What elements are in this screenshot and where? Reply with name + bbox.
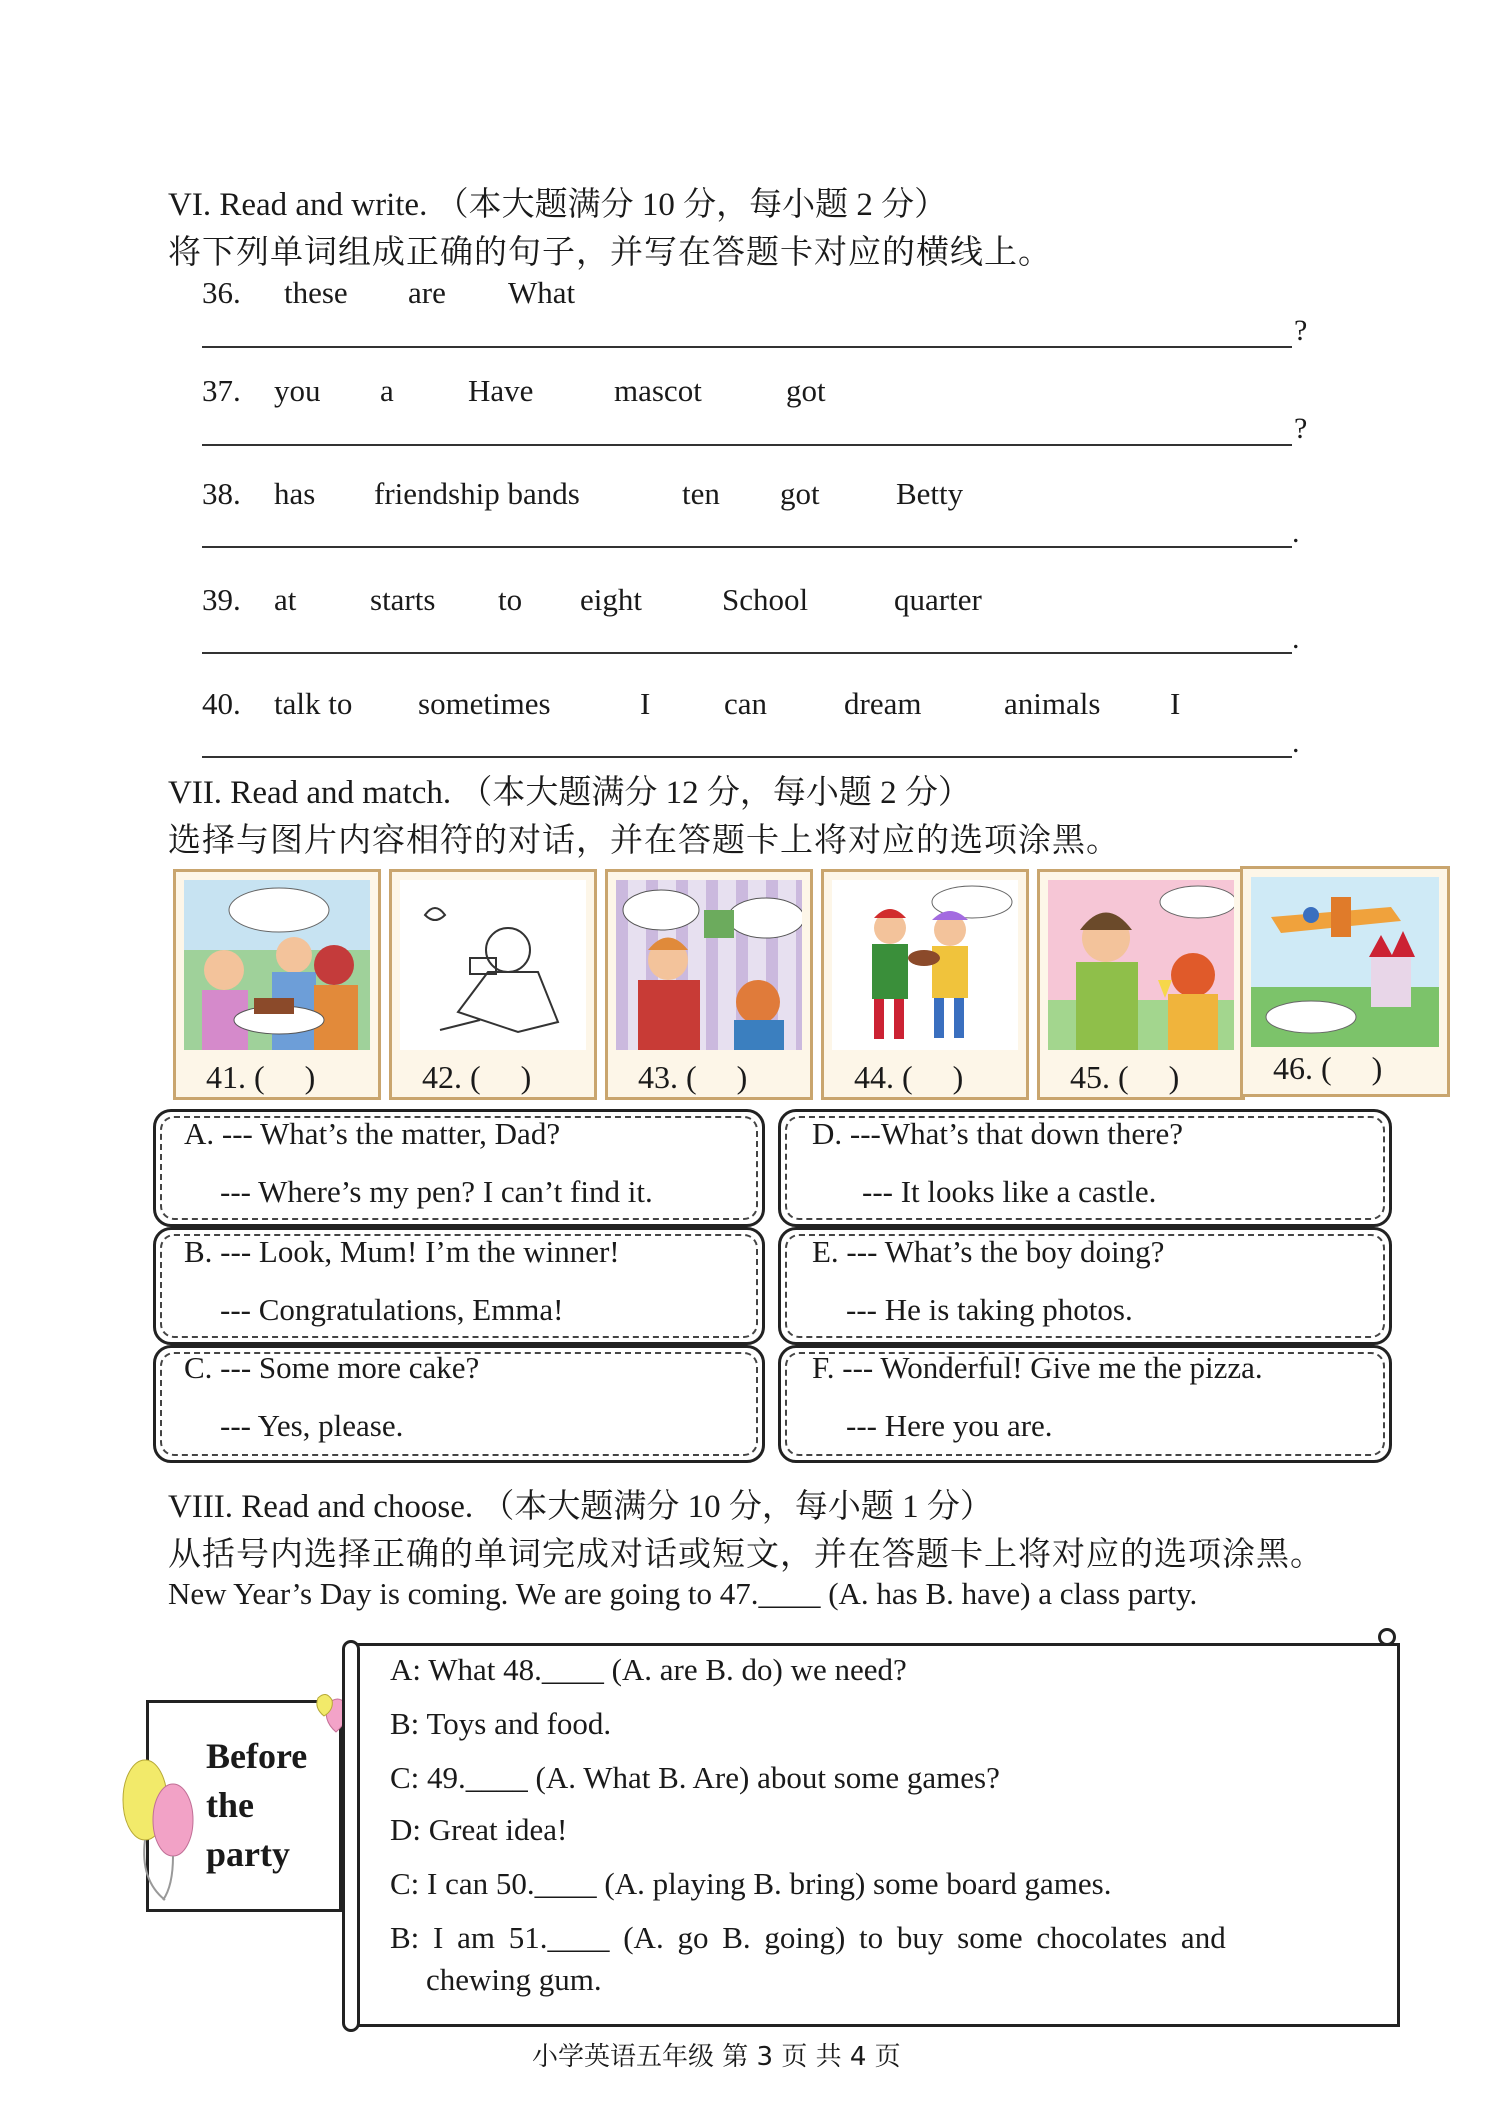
word: Have <box>468 373 534 408</box>
dad-and-girl-illustration <box>616 880 802 1050</box>
word: animals <box>1004 686 1101 721</box>
end-punctuation: ? <box>1294 314 1308 347</box>
picture-46 <box>1240 866 1450 1097</box>
end-punctuation: . <box>1292 726 1300 759</box>
dialogue-line-1: A: What 48.____ (A. are B. do) we need? <box>390 1652 907 1687</box>
page-footer: 小学英语五年级 第 3 页 共 4 页 <box>532 2042 901 2072</box>
option-d-line-2: --- It looks like a castle. <box>862 1174 1157 1209</box>
word: I <box>640 686 651 721</box>
word: mascot <box>614 373 702 408</box>
option-f-line-2: --- Here you are. <box>846 1408 1053 1443</box>
dialogue-line-4: D: Great idea! <box>390 1812 568 1847</box>
kids-with-pizza-illustration <box>832 880 1018 1050</box>
boy-taking-photo-illustration <box>400 880 586 1050</box>
end-punctuation: . <box>1292 622 1300 655</box>
section-6-heading: VI. Read and write. （本大题满分 10 分，每小题 2 分） <box>168 187 948 223</box>
dialogue-line-6: B: I am 51.____ (A. go B. going) to buy some chocolates and <box>390 1920 1226 1955</box>
answer-line[interactable] <box>202 652 1292 654</box>
dialogue-line-2: B: Toys and food. <box>390 1706 612 1741</box>
word: you <box>274 373 321 408</box>
section-8-instruction: 从括号内选择正确的单词完成对话或短文，并在答题卡上将对应的选项涂黑。 <box>168 1537 1324 1573</box>
picture-42 <box>389 869 597 1100</box>
word: a <box>380 373 394 408</box>
word: School <box>722 582 809 617</box>
question-number: 39. <box>202 582 241 617</box>
option-e-line-1: E. --- What’s the boy doing? <box>812 1234 1165 1269</box>
word: What <box>508 275 576 310</box>
word: at <box>274 582 297 617</box>
option-f-line-1: F. --- Wonderful! Give me the pizza. <box>812 1350 1263 1385</box>
end-punctuation: . <box>1292 516 1300 549</box>
section-7-heading: VII. Read and match. （本大题满分 12 分，每小题 2 分） <box>168 775 971 811</box>
scroll-knob <box>1378 1628 1396 1646</box>
question-number: 38. <box>202 476 241 511</box>
word: these <box>284 275 348 310</box>
sign-line-3: party <box>206 1834 290 1874</box>
option-e-line-2: --- He is taking photos. <box>846 1292 1133 1327</box>
word: dream <box>844 686 922 721</box>
option-c-line-1: C. --- Some more cake? <box>184 1350 480 1385</box>
sign-line-2: the <box>206 1785 254 1825</box>
picture-number[interactable]: 46. ( ) <box>1273 1050 1383 1086</box>
sign-line-1: Before <box>206 1736 308 1776</box>
option-c-line-2: --- Yes, please. <box>220 1408 404 1443</box>
option-a-line-2: --- Where’s my pen? I can’t find it. <box>220 1174 653 1209</box>
answer-line[interactable] <box>202 756 1292 758</box>
dialogue-line-5: C: I can 50.____ (A. playing B. bring) some board games. <box>390 1866 1112 1901</box>
section-6-instruction: 将下列单词组成正确的句子，并写在答题卡对应的横线上。 <box>168 235 1052 271</box>
word: talk to <box>274 686 353 721</box>
picture-number[interactable]: 42. ( ) <box>422 1059 532 1095</box>
end-punctuation: ? <box>1294 412 1308 445</box>
picture-number[interactable]: 45. ( ) <box>1070 1059 1180 1095</box>
section-8-intro: New Year’s Day is coming. We are going to 47.____ (A. has B. have) a class party. <box>168 1576 1198 1611</box>
word: got <box>786 373 826 408</box>
word: starts <box>370 582 436 617</box>
mum-and-girl-illustration <box>1048 880 1234 1050</box>
picture-41 <box>173 869 381 1100</box>
word: quarter <box>894 582 982 617</box>
word: are <box>408 275 446 310</box>
word: Betty <box>896 476 964 511</box>
word: I <box>1170 686 1181 721</box>
picture-number[interactable]: 44. ( ) <box>854 1059 964 1095</box>
picture-number[interactable]: 41. ( ) <box>206 1059 316 1095</box>
question-number: 36. <box>202 275 241 310</box>
answer-line[interactable] <box>202 346 1292 348</box>
question-number: 40. <box>202 686 241 721</box>
option-b-line-1: B. --- Look, Mum! I’m the winner! <box>184 1234 620 1269</box>
option-b-line-2: --- Congratulations, Emma! <box>220 1292 564 1327</box>
section-8-heading: VIII. Read and choose. （本大题满分 10 分，每小题 1 分） <box>168 1489 993 1525</box>
option-d-line-1: D. ---What’s that down there? <box>812 1116 1184 1151</box>
dialogue-line-7: chewing gum. <box>426 1962 602 1997</box>
word: has <box>274 476 316 511</box>
family-cake-illustration <box>184 880 370 1050</box>
word: got <box>780 476 820 511</box>
dialogue-line-3: C: 49.____ (A. What B. Are) about some games? <box>390 1760 1000 1795</box>
word: can <box>724 686 768 721</box>
word: sometimes <box>418 686 551 721</box>
answer-line[interactable] <box>202 546 1292 548</box>
section-7-instruction: 选择与图片内容相符的对话，并在答题卡上将对应的选项涂黑。 <box>168 823 1120 859</box>
answer-line[interactable] <box>202 444 1292 446</box>
question-number: 37. <box>202 373 241 408</box>
word: eight <box>580 582 642 617</box>
picture-43 <box>605 869 813 1100</box>
word: to <box>498 582 523 617</box>
picture-number[interactable]: 43. ( ) <box>638 1059 748 1095</box>
plane-castle-illustration <box>1251 877 1439 1047</box>
word: ten <box>682 476 720 511</box>
picture-44 <box>821 869 1029 1100</box>
word: friendship bands <box>374 476 580 511</box>
picture-45 <box>1037 869 1245 1100</box>
scroll-rod <box>342 1640 360 2032</box>
option-a-line-1: A. --- What’s the matter, Dad? <box>184 1116 561 1151</box>
